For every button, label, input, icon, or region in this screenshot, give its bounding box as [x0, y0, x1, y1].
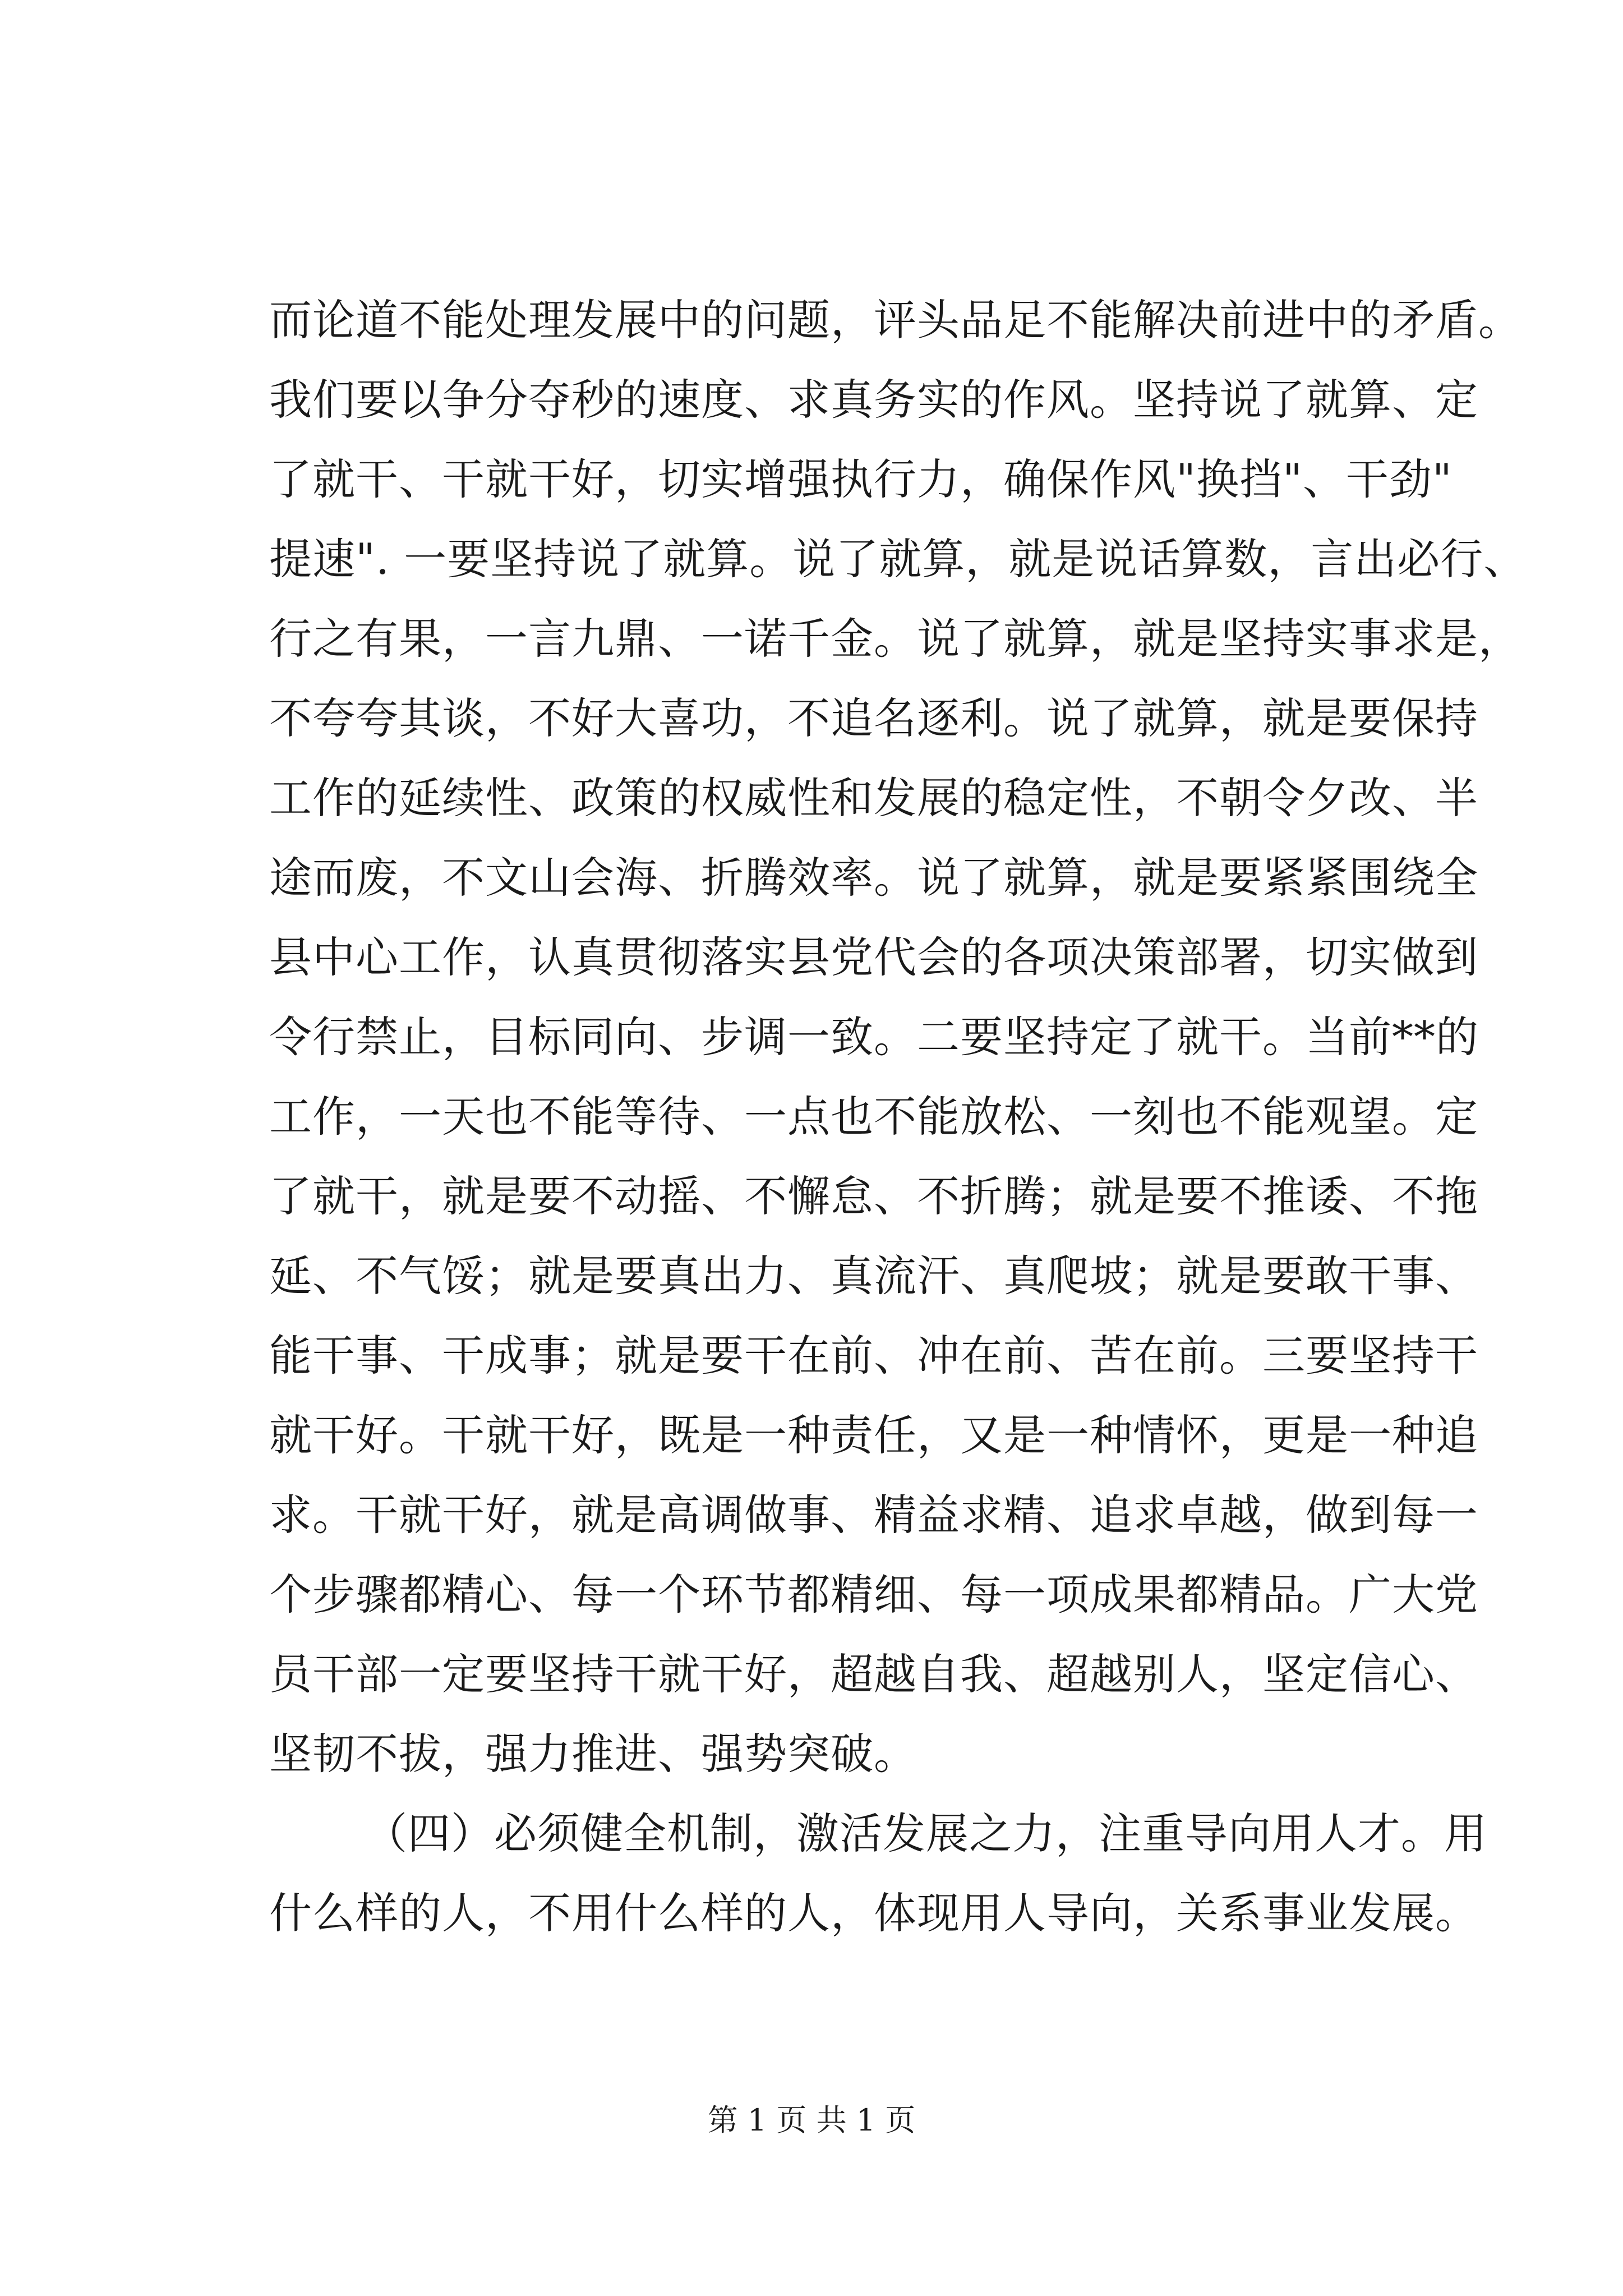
body-line: 不夸夸其谈，不好大喜功，不追名逐利。说了就算，就是要保持: [269, 693, 1478, 743]
body-line: 个步骤都精心、每一个环节都精细、每一项成果都精品。广大党: [269, 1570, 1478, 1619]
body-line: 延、不气馁；就是要真出力、真流汗、真爬坡；就是要敢干事、: [269, 1251, 1478, 1301]
section-heading-line: （四）必须健全机制，激活发展之力，注重导向用人才。用: [365, 1809, 1487, 1858]
body-line: 就干好。干就干好，既是一种责任，又是一种情怀，更是一种追: [269, 1410, 1478, 1460]
document-body: [269, 280, 1527, 1953]
body-line: 求。干就干好，就是高调做事、精益求精、追求卓越，做到每一: [269, 1490, 1478, 1540]
body-line: 而论道不能处理发展中的问题，评头品足不能解决前进中的矛盾。: [269, 295, 1521, 345]
body-line: 员干部一定要坚持干就干好，超越自我、超越别人，坚定信心、: [269, 1649, 1478, 1699]
body-line: 令行禁止，目标同向、步调一致。二要坚持定了就干。当前**的: [269, 1012, 1479, 1062]
body-line: 坚韧不拔，强力推进、强势突破。: [269, 1729, 917, 1779]
body-line: 工作的延续性、政策的权威性和发展的稳定性，不朝令夕改、半: [269, 773, 1478, 823]
page-number-footer: 第 1 页 共 1 页: [707, 2102, 916, 2138]
body-line: 我们要以争分夺秒的速度、求真务实的作风。坚持说了就算、定: [269, 375, 1478, 425]
body-line: 了就干、干就干好，切实增强执行力，确保作风"换挡"、干劲": [269, 454, 1453, 504]
body-line: 了就干，就是要不动摇、不懈怠、不折腾；就是要不推诿、不拖: [269, 1171, 1478, 1221]
body-line: 行之有果，一言九鼎、一诺千金。说了就算，就是坚持实事求是，: [269, 614, 1521, 664]
body-line: 能干事、干成事；就是要干在前、冲在前、苦在前。三要坚持干: [269, 1331, 1478, 1381]
body-line: 什么样的人，不用什么样的人，体现用人导向，关系事业发展。: [269, 1888, 1478, 1938]
body-line: 工作，一天也不能等待、一点也不能放松、一刻也不能观望。定: [269, 1092, 1478, 1142]
body-line: 提速". 一要坚持说了就算。说了就算，就是说话算数，言出必行、: [269, 534, 1527, 584]
body-line: 县中心工作，认真贯彻落实县党代会的各项决策部署，切实做到: [269, 932, 1478, 982]
body-line: 途而废，不文山会海、折腾效率。说了就算，就是要紧紧围绕全: [269, 853, 1478, 903]
